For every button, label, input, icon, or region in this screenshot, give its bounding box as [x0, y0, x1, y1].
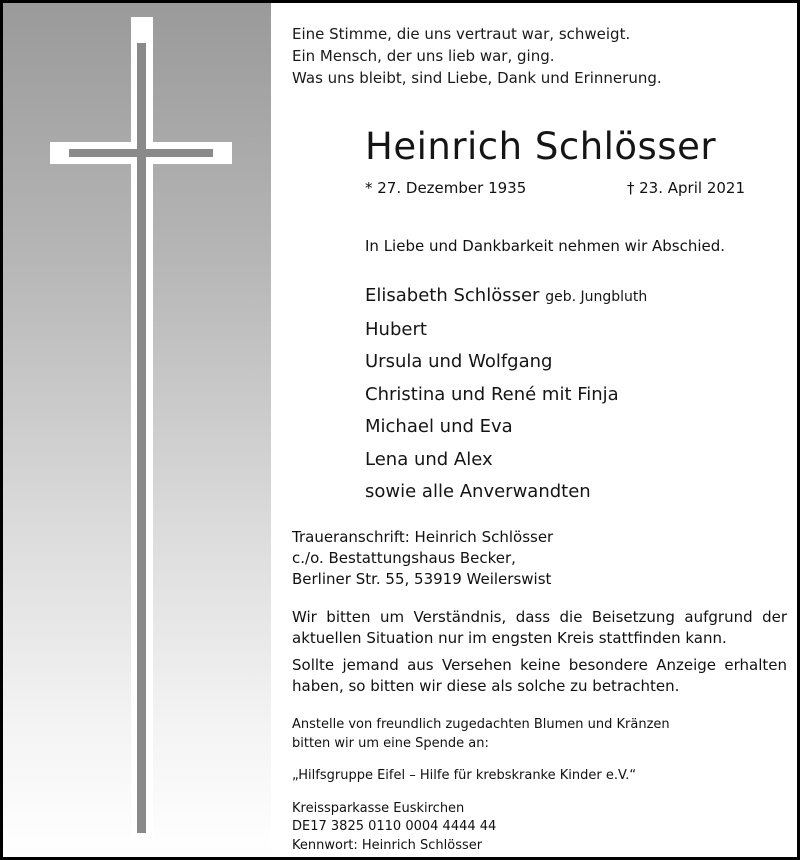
iban: DE17 3825 0110 0004 4444 44	[292, 819, 497, 834]
family-member: Lena und Alex	[365, 448, 493, 470]
mourning-address	[292, 527, 553, 590]
content	[292, 3, 797, 857]
family-member	[365, 280, 647, 314]
poem-line: Was uns bleibt, sind Liebe, Dank und Erinnerung.	[292, 69, 662, 87]
address-line: c./o. Bestattungshaus Becker,	[292, 549, 516, 567]
funeral-notice	[292, 607, 787, 703]
notice-paragraph: Wir bitten um Verständnis, dass die Beisetzung aufgrund der aktuellen Situation nur im engsten Kreis stattfinden kann.	[292, 608, 787, 647]
family-member: Michael und Eva	[365, 416, 513, 437]
donation-recipient: „Hilfsgruppe Eifel – Hilfe für krebskranke Kinder e.V.“	[292, 768, 637, 783]
notice-paragraph: Sollte jemand aus Versehen keine besondere Anzeige erhalten haben, so bitten wir diese als solche zu betrachten.	[292, 656, 787, 695]
family-member: Ursula und Wolfgang	[365, 351, 553, 372]
death-date: † 23. April 2021	[626, 179, 745, 197]
family-member: Hubert	[365, 318, 427, 340]
family-member: Christina und René mit Finja	[365, 383, 619, 405]
bank-name: Kreissparkasse Euskirchen	[292, 800, 465, 816]
poem-line: Ein Mensch, der uns lieb war, ging.	[292, 47, 555, 65]
poem-line: Eine Stimme, die uns vertraut war, schweigt.	[292, 25, 631, 43]
address-line: Traueranschrift: Heinrich Schlösser	[292, 528, 554, 546]
cross-icon-core	[137, 43, 146, 833]
poem	[292, 23, 662, 89]
deceased-name: Heinrich Schlösser	[365, 125, 717, 168]
donation-request	[292, 716, 670, 855]
cross-icon-bar-core	[69, 149, 213, 157]
donation-keyword: Kennwort: Heinrich Schlösser	[292, 837, 483, 853]
birth-date: * 27. Dezember 1935	[365, 179, 527, 197]
maiden-name: geb. Jungbluth	[545, 289, 648, 305]
donation-line: Anstelle von freundlich zugedachten Blumen und Kränzen	[292, 717, 670, 732]
address-line: Berliner Str. 55, 53919 Weilerswist	[292, 570, 552, 588]
donation-line: bitten wir um eine Spende an:	[292, 735, 489, 751]
farewell-intro: In Liebe und Dankbarkeit nehmen wir Abschied.	[365, 237, 726, 255]
family-list	[365, 280, 647, 509]
family-member: sowie alle Anverwandten	[365, 481, 591, 502]
family-member-name: Elisabeth Schlösser	[365, 285, 540, 306]
side-panel	[3, 3, 271, 857]
